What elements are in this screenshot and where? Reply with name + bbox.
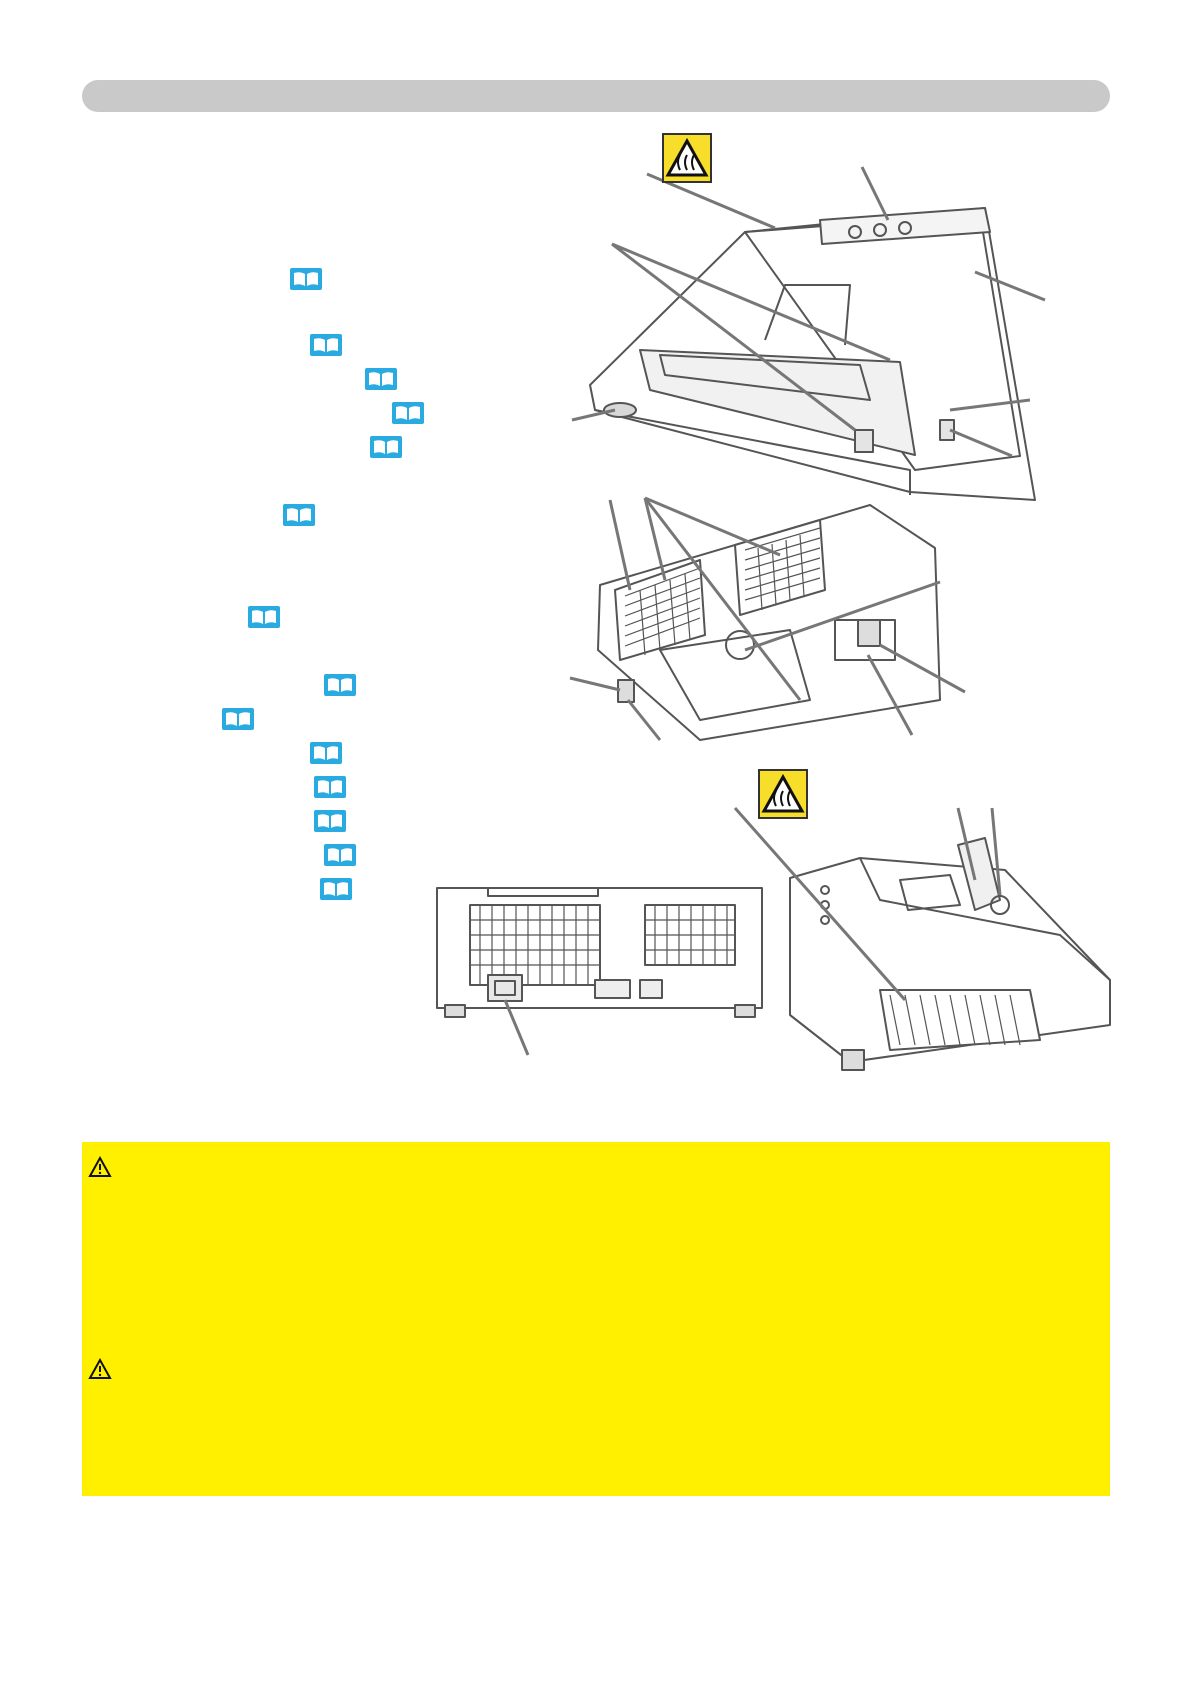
projector-bottom-view (598, 505, 940, 740)
hot-surface-warning-icon (663, 134, 711, 182)
book-reference-icon[interactable] (248, 606, 280, 628)
book-reference-icon[interactable] (324, 844, 356, 866)
caution-panel (82, 1142, 1110, 1496)
book-reference-icon[interactable] (314, 776, 346, 798)
book-reference-icon[interactable] (290, 268, 322, 290)
book-reference-icon[interactable] (320, 878, 352, 900)
caution-triangle-icon (88, 1358, 112, 1380)
hot-surface-warning-icon (759, 770, 807, 818)
book-reference-icon[interactable] (324, 674, 356, 696)
book-reference-icon[interactable] (314, 810, 346, 832)
book-reference-icon[interactable] (310, 742, 342, 764)
projector-side-view (790, 838, 1110, 1070)
book-reference-icon[interactable] (222, 708, 254, 730)
book-reference-icon[interactable] (392, 402, 424, 424)
book-reference-icon[interactable] (370, 436, 402, 458)
callout-leaders (505, 167, 1045, 1055)
book-reference-icon[interactable] (283, 504, 315, 526)
book-reference-icon[interactable] (310, 334, 342, 356)
book-reference-icon[interactable] (365, 368, 397, 390)
section-header-bar (82, 80, 1110, 112)
caution-triangle-icon (88, 1156, 112, 1178)
projector-top-front-view (590, 208, 1035, 500)
projector-rear-view (437, 888, 762, 1017)
